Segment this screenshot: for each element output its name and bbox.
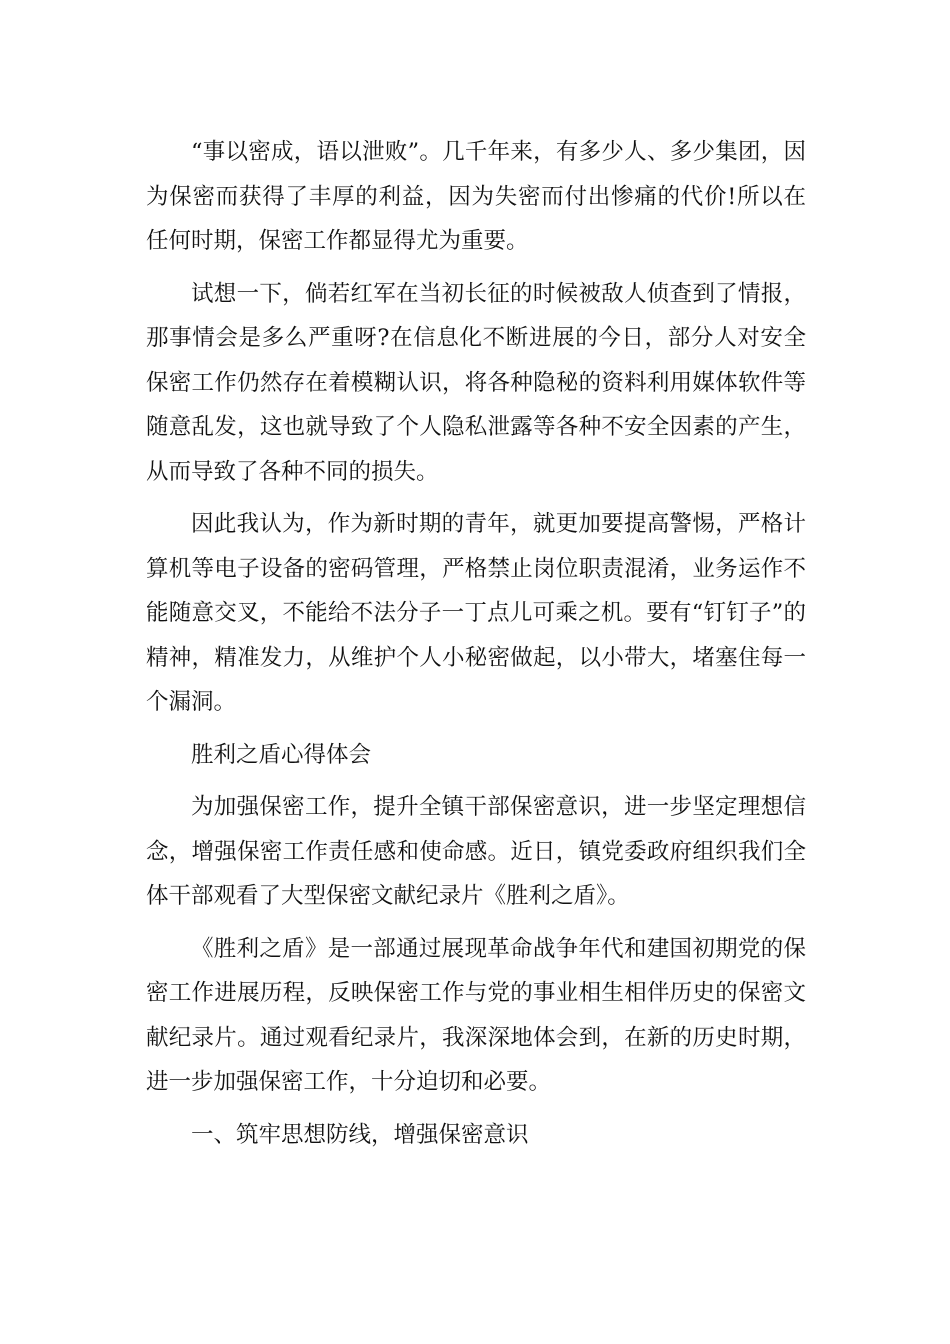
paragraph-youth-responsibility: 因此我认为，作为新时期的青年，就更加要提高警惕，严格计算机等电子设备的密码管理，严格禁止岗位职责混淆，业务运作不能随意交叉，不能给不法分子一丁点儿可乘之机。要有“钉钉子”的精神，精准发力，从维护个人小秘密做起，以小带大，堵塞住每一个漏洞。 <box>146 511 806 715</box>
paragraph-documentary-summary: 《胜利之盾》是一部通过展现革命战争年代和建国初期党的保密工作进展历程，反映保密工作与党的事业相生相伴历史的保密文献纪录片。通过观看纪录片，我深深地体会到，在新的历史时期，进一步加强保密工作，十分迫切和必要。 <box>146 935 806 1095</box>
document-body <box>146 130 806 1165</box>
subheading-ideological-defense: 一、筑牢思想防线，增强保密意识 <box>191 1121 529 1148</box>
paragraph-red-army-example: 试想一下，倘若红军在当初长征的时候被敌人侦查到了情报，那事情会是多么严重呀?在信息化不断进展的今日，部分人对安全保密工作仍然存在着模糊认识，将各种隐秘的资料利用媒体软件等随意乱发，这也就导致了个人隐私泄露等各种不安全因素的产生，从而导致了各种不同的损失。 <box>146 280 806 485</box>
paragraph-documentary-viewing: 为加强保密工作，提升全镇干部保密意识，进一步坚定理想信念，增强保密工作责任感和使命感。近日，镇党委政府组织我们全体干部观看了大型保密文献纪录片《胜利之盾》。 <box>146 794 806 909</box>
paragraph-secrecy-proverb: “事以密成，语以泄败”。几千年来，有多少人、多少集团，因为保密而获得了丰厚的利益，因为失密而付出惨痛的代价!所以在任何时期，保密工作都显得尤为重要。 <box>146 139 806 254</box>
section-title: 胜利之盾心得体会 <box>191 741 372 768</box>
